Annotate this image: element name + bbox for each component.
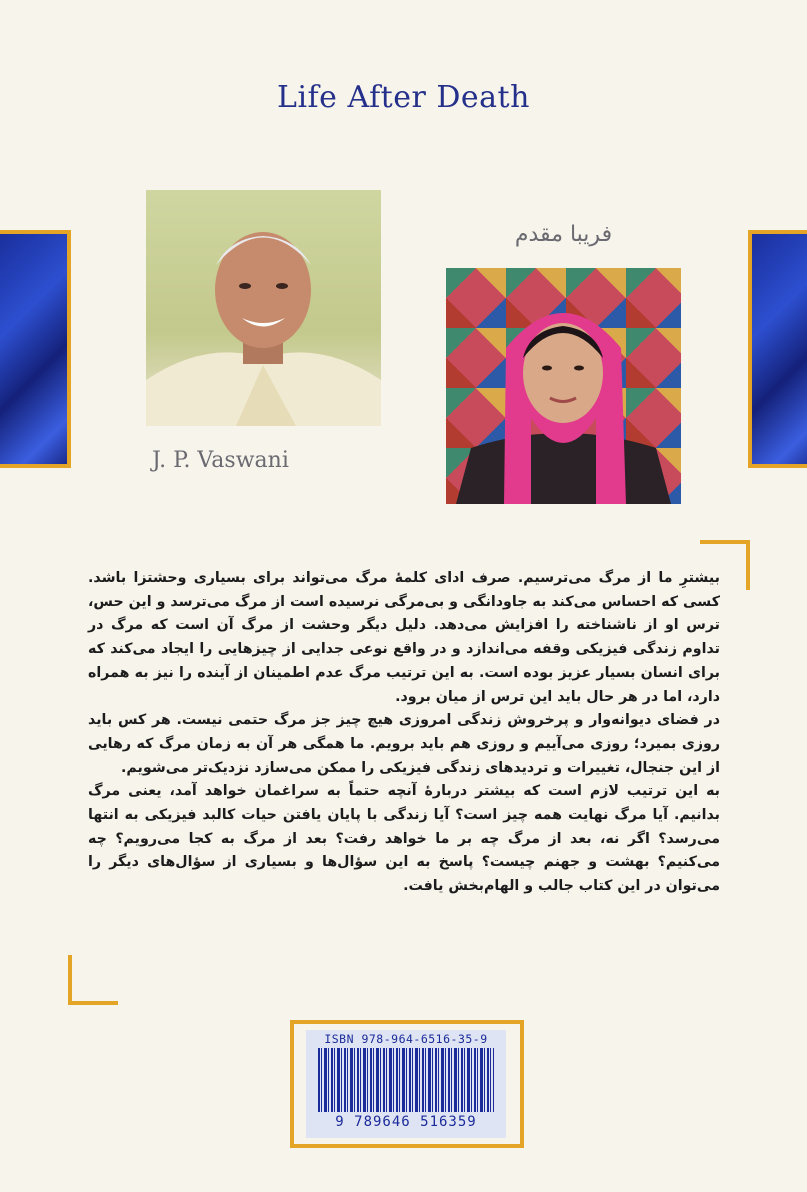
isbn-digits: 9 789646 516359 [335, 1114, 477, 1130]
translator-name: فریبا مقدم [514, 222, 613, 247]
description-paragraph-2: در فضای دیوانه‌وار و پرخروش زندگی امروزی هیچ چیز جز مرگ حتمی نیست. هر کس باید روزی بمیرد؛ روزی می‌آییم و روزی هم باید برویم. ما همگی هر آن به زمان مرگ که رهایی از این جنجال، تغییرات و تردیدهای زندگی فیزیکی را ممکن می‌سازد نزدیک‌تر می‌شویم. [88, 712, 720, 776]
author-photo [146, 190, 381, 426]
description-paragraph-3: به این ترتیب لازم است که بیشتر دربارهٔ آنچه حتماً به سراغمان خواهد آمد، یعنی مرگ بدانیم. آیا مرگ نهایت همه چیز است؟ آیا زندگی با پایان یافتن حیات کالبد فیزیکی به انتها می‌رسد؟ اگر نه، بعد از مرگ چه بر ما خواهد رفت؟ بعد از مرگ به کجا می‌رویم؟ چه می‌کنیم؟ بهشت و جهنم چیست؟ پاسخ به این سؤال‌ها و بسیاری از سؤال‌های دیگر را می‌توان در این کتاب جالب و الهام‌بخش یافت. [88, 783, 720, 895]
description-paragraph-1: بیشترِ ما از مرگ می‌ترسیم. صرف ادای کلمهٔ مرگ می‌تواند برای بسیاری وحشتزا باشد. کسی که احساس می‌کند به جاودانگی و بی‌مرگی نرسیده است از مرگ می‌ترسد و این حس، ترس او از ناشناخته را افزایش می‌دهد. دلیل دیگر وحشت از مرگ آن است که مرگ در تداوم زندگی فیزیکی وقفه می‌اندازد و در واقع نوعی جدایی از چیزهایی را ایجاد می‌کند که برای انسان بسیار عزیز بوده است. به این ترتیب مرگ عدم اطمینان از آینده را نیز به همراه دارد، اما در هر حال باید این ترس از میان برود. [88, 570, 720, 705]
isbn-label: ISBN 978-964-6516-35-9 [324, 1032, 488, 1046]
translator-photo [446, 268, 681, 504]
back-cover-description [88, 567, 720, 899]
left-side-panel [0, 230, 71, 468]
translator-portrait-illustration [446, 268, 681, 504]
barcode-bars [318, 1048, 494, 1112]
author-name: J. P. Vaswani [152, 448, 289, 473]
book-title: Life After Death [277, 80, 530, 115]
author-portrait-illustration [146, 190, 381, 426]
decorative-corner-bottom-left [68, 955, 118, 1005]
isbn-barcode [306, 1030, 506, 1138]
right-side-panel [748, 230, 807, 468]
